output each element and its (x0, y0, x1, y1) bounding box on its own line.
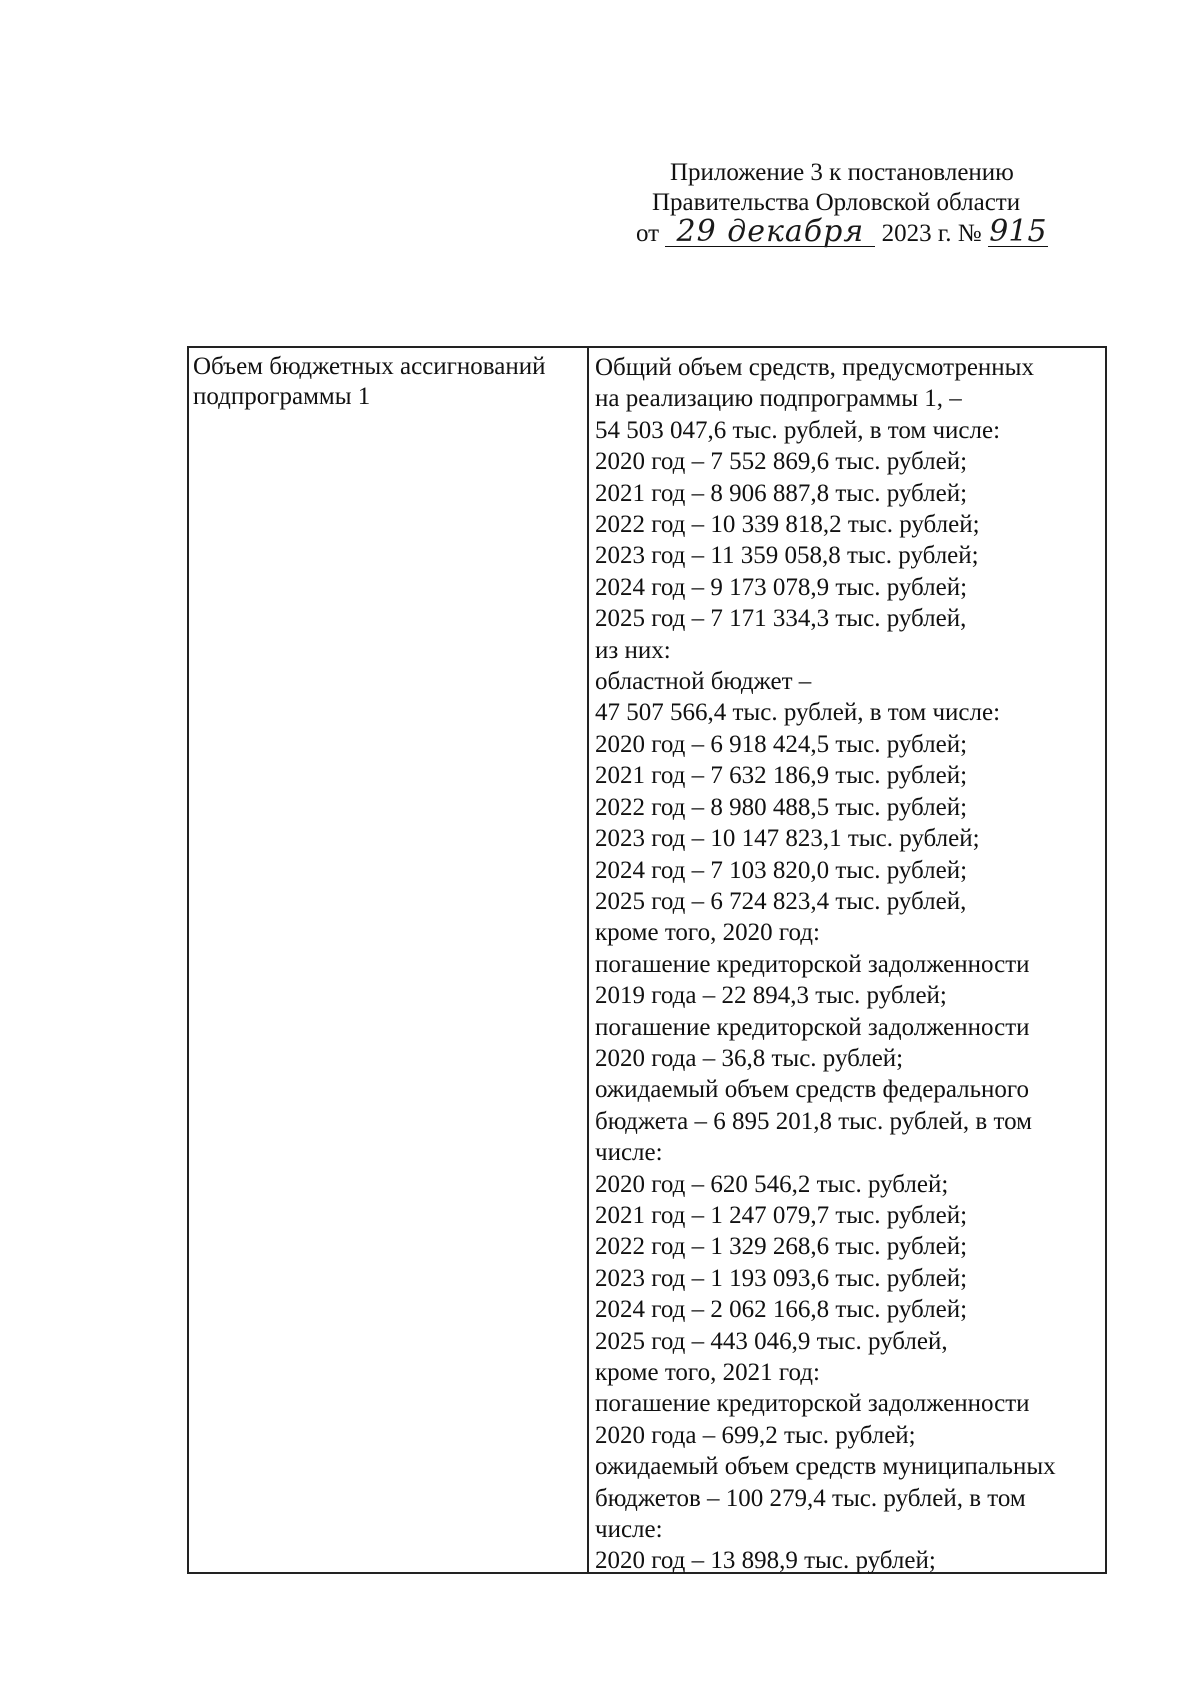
appendix-issuer: Правительства Орловской области (652, 189, 1021, 216)
value-line: 2020 год – 620 546,2 тыс. рублей; (595, 1170, 949, 1198)
value-line: погашение кредиторской задолженности (595, 1013, 1030, 1041)
handwritten-date: 29 декабря (665, 218, 875, 247)
value-line: 47 507 566,4 тыс. рублей, в том числе: (595, 699, 1001, 727)
label-line: Объем бюджетных ассигнований (193, 353, 546, 380)
value-line: 2021 год – 1 247 079,7 тыс. рублей; (595, 1201, 968, 1229)
handwritten-number: 915 (989, 214, 1047, 249)
value-line: Общий объем средств, предусмотренных (595, 354, 1034, 381)
label-line: подпрограммы 1 (193, 383, 371, 410)
value-line: 2022 год – 10 339 818,2 тыс. рублей; (595, 511, 980, 539)
value-line: погашение кредиторской задолженности (595, 1390, 1030, 1418)
value-line: 2019 года – 22 894,3 тыс. рублей; (595, 982, 947, 1010)
date-prefix: от (636, 220, 660, 247)
value-line: областной бюджет – (595, 668, 812, 696)
value-line: 2022 год – 8 980 488,5 тыс. рублей; (595, 793, 968, 821)
value-line: 2024 год – 7 103 820,0 тыс. рублей; (595, 856, 968, 884)
value-line: 2023 год – 1 193 093,6 тыс. рублей; (595, 1264, 968, 1292)
appendix-header (610, 158, 1080, 249)
value-line: 2020 год – 6 918 424,5 тыс. рублей; (595, 730, 968, 758)
value-line: на реализацию подпрограммы 1, – (595, 385, 962, 413)
value-line: 2025 год – 7 171 334,3 тыс. рублей, (595, 605, 967, 633)
date-year: 2023 г. № (881, 220, 982, 247)
value-line: кроме того, 2021 год: (595, 1359, 820, 1386)
appendix-title: Приложение 3 к постановлению (670, 159, 1014, 186)
value-line: 2023 год – 10 147 823,1 тыс. рублей; (595, 825, 980, 853)
value-line: 2020 года – 699,2 тыс. рублей; (595, 1421, 916, 1449)
appendix-date-line (610, 214, 1080, 249)
value-line: 2023 год – 11 359 058,8 тыс. рублей; (595, 542, 979, 570)
value-line: кроме того, 2020 год: (595, 919, 820, 947)
value-line: 2025 год – 6 724 823,4 тыс. рублей, (595, 887, 967, 915)
value-line: ожидаемый объем средств федерального (595, 1076, 1030, 1104)
value-line: 2024 год – 9 173 078,9 тыс. рублей; (595, 573, 968, 601)
value-line: бюджетов – 100 279,4 тыс. рублей, в том (595, 1484, 1026, 1512)
value-line: 2020 года – 36,8 тыс. рублей; (595, 1044, 904, 1072)
value-line: 54 503 047,6 тыс. рублей, в том числе: (595, 416, 1001, 444)
value-line: 2020 год – 7 552 869,6 тыс. рублей; (595, 448, 968, 476)
value-line: числе: (595, 1516, 663, 1544)
value-line: числе: (595, 1139, 663, 1167)
budget-table (187, 346, 1107, 1574)
table-label-cell (189, 348, 589, 1572)
value-line: 2020 год – 13 898,9 тыс. рублей; (595, 1547, 936, 1575)
value-line: бюджета – 6 895 201,8 тыс. рублей, в том (595, 1107, 1032, 1135)
value-line: ожидаемый объем средств муниципальных (595, 1453, 1056, 1481)
value-line: 2021 год – 8 906 887,8 тыс. рублей; (595, 479, 968, 507)
value-line: 2024 год – 2 062 166,8 тыс. рублей; (595, 1296, 968, 1324)
table-value-cell (591, 348, 1105, 1575)
value-line: погашение кредиторской задолженности (595, 950, 1030, 978)
value-line: 2022 год – 1 329 268,6 тыс. рублей; (595, 1233, 968, 1261)
value-line: 2025 год – 443 046,9 тыс. рублей, (595, 1327, 948, 1355)
value-line: из них: (595, 636, 671, 664)
value-line: 2021 год – 7 632 186,9 тыс. рублей; (595, 762, 968, 790)
